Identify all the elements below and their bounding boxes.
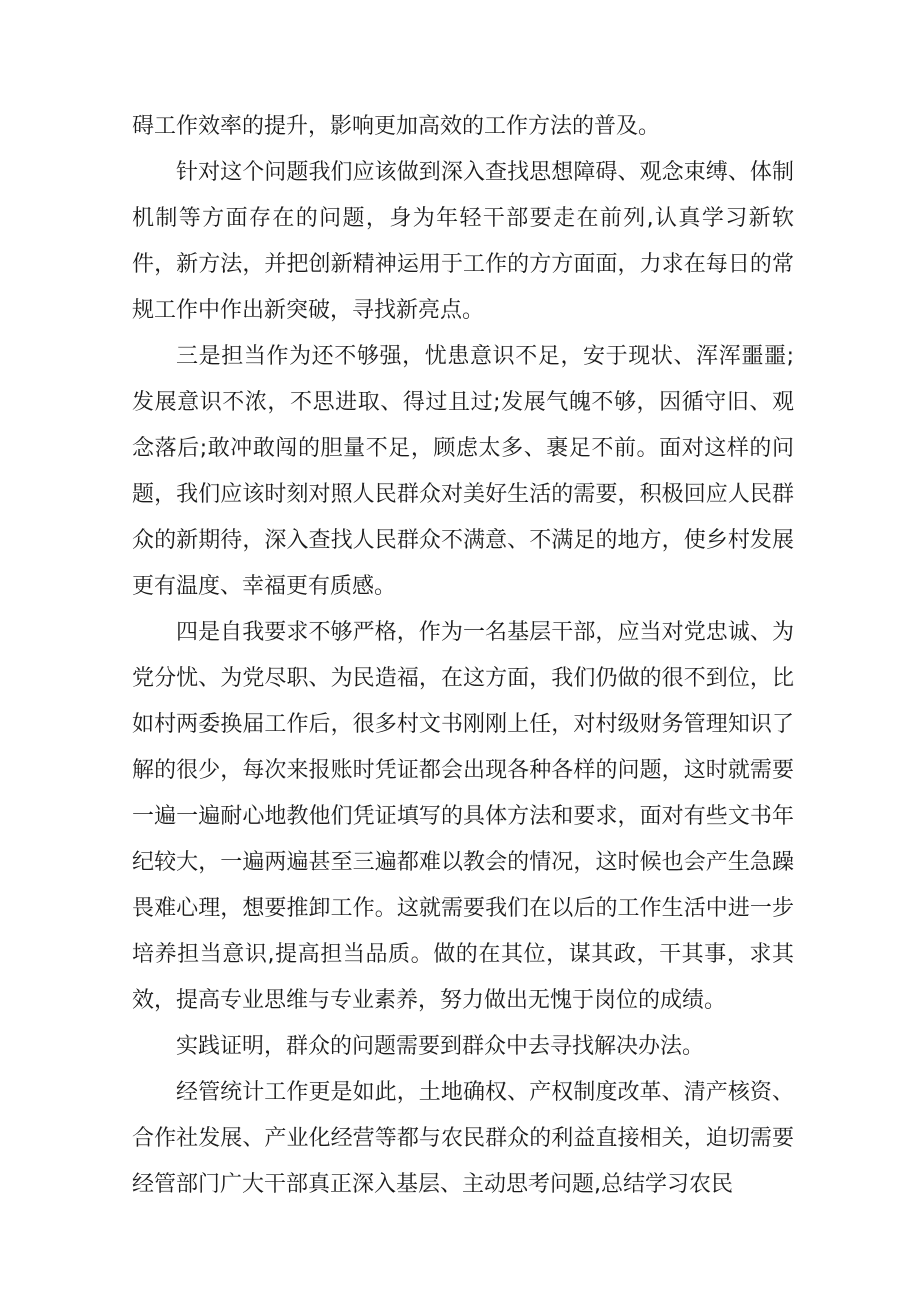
- paragraph-point-four: 四是自我要求不够严格，作为一名基层干部，应当对党忠诚、为党分忧、为党尽职、为民造福，在这方面，我们仍做的很不到位，比如村两委换届工作后，很多村文书刚刚上任，对村级财务管理知识了解的很少，每次来报账时凭证都会出现各种各样的问题，这时就需要一遍一遍耐心地教他们凭证填写的具体方法和要求，面对有些文书年纪较大，一遍两遍甚至三遍都难以教会的情况，这时候也会产生急躁畏难心理，想要推卸工作。这就需要我们在以后的工作生活中进一步培养担当意识,提高担当品质。做的在其位，谋其政，干其事，求其效，提高专业思维与专业素养，努力做出无愧于岗位的成绩。: [132, 620, 794, 1013]
- paragraph-solution: 针对这个问题我们应该做到深入查找思想障碍、观念束缚、体制机制等方面存在的问题，身为年轻干部要走在前列,认真学习新软件，新方法，并把创新精神运用于工作的方方面面，力求在每日的常规工作中作出新突破，寻找新亮点。: [132, 160, 794, 323]
- paragraph-point-three: 三是担当作为还不够强，忧患意识不足，安于现状、浑浑噩噩;发展意识不浓，不思进取、得过且过;发展气魄不够，因循守旧、观念落后;敢冲敢闯的胆量不足，顾虑太多、裹足不前。面对这样的问题，我们应该时刻对照人民群众对美好生活的需要，积极回应人民群众的新期待，深入查找人民群众不满意、不满足的地方，使乡村发展更有温度、幸福更有质感。: [132, 344, 794, 599]
- paragraph-continuation: 碍工作效率的提升，影响更加高效的工作方法的普及。: [132, 114, 661, 139]
- paragraph-statistics: 经管统计工作更是如此，土地确权、产权制度改革、清产核资、合作社发展、产业化经营等都与农民群众的利益直接相关，迫切需要经管部门广大干部真正深入基层、主动思考问题,总结学习农民: [132, 1080, 794, 1197]
- paragraph-practice: 实践证明，群众的问题需要到群众中去寻找解决办法。: [176, 1034, 705, 1059]
- document-body: [132, 104, 794, 1208]
